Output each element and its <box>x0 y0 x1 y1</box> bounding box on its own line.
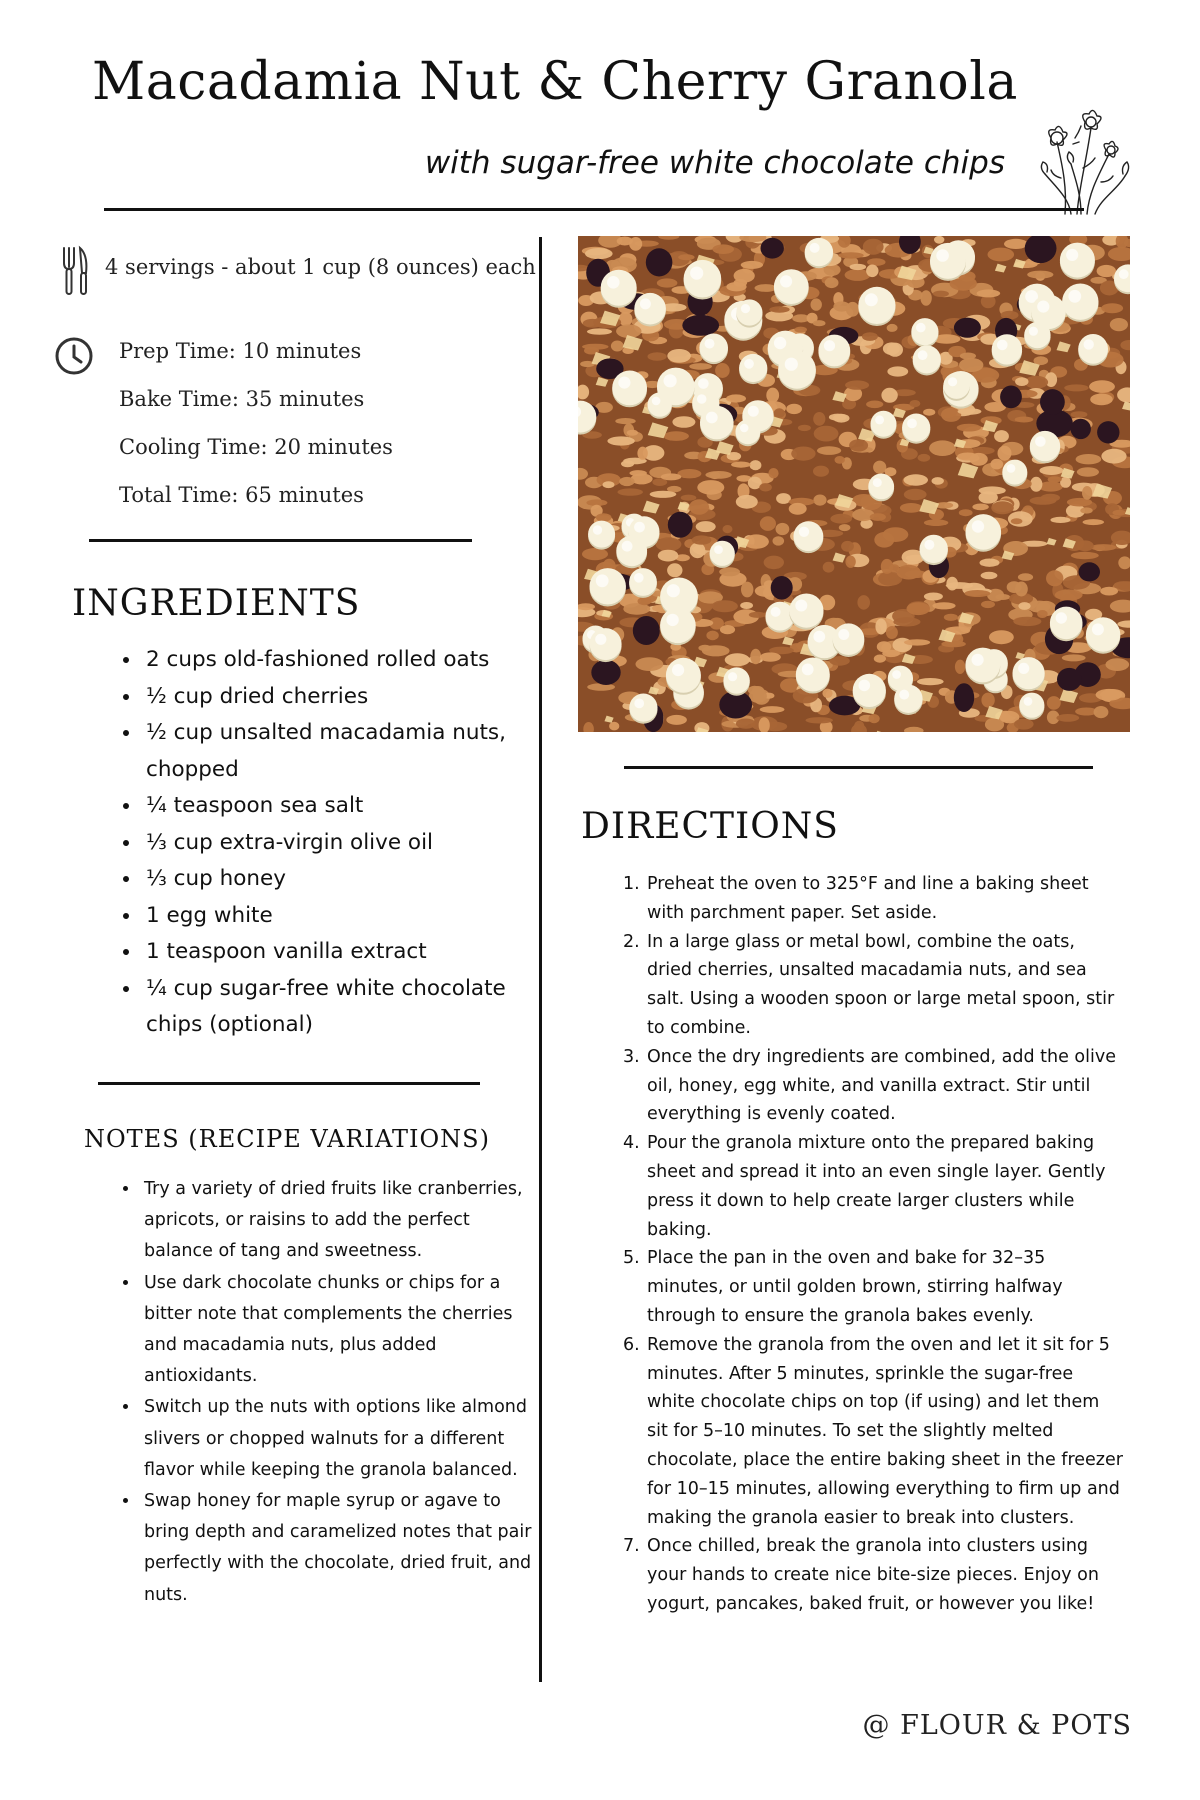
prep-time: Prep Time: 10 minutes <box>119 339 362 363</box>
header-divider <box>104 208 1084 211</box>
direction-step: Place the pan in the oven and bake for 32–35 minutes, or until golden brown, stirring halfway through to ensure the granola bakes evenly. <box>647 1248 1063 1326</box>
recipe-title: Macadamia Nut & Cherry Granola <box>92 52 1018 112</box>
meta-divider <box>89 539 472 542</box>
ingredients-list <box>112 642 537 1044</box>
list-item: • ⅓ cup extra-virgin olive oil <box>142 825 537 862</box>
direction-step: In a large glass or metal bowl, combine the oats, dried cherries, unsalted macadamia nuts, and sea salt. Using a wooden spoon or large metal spoon, stir to combine. <box>647 931 1115 1038</box>
direction-step: Once the dry ingredients are combined, add the olive oil, honey, egg white, and vanilla extract. Stir until everything is evenly coated. <box>647 1046 1116 1125</box>
list-item: • ⅓ cup honey <box>142 861 537 898</box>
list-item: • Try a variety of dried fruits like cranberries, apricots, or raisins to add the perfect balance of tang and sweetness. <box>140 1174 535 1268</box>
column-divider <box>539 237 542 1682</box>
fork-knife-icon <box>60 245 90 297</box>
list-item: • ½ cup dried cherries <box>142 679 537 716</box>
directions-heading: DIRECTIONS <box>581 806 839 847</box>
direction-step: Pour the granola mixture onto the prepared baking sheet and spread it into an even single layer. Gently press it down to help create larger clusters while baking. <box>647 1133 1106 1240</box>
list-item: • Use dark chocolate chunks or chips for a bitter note that complements the cherries and macadamia nuts, plus added antioxidants. <box>140 1268 535 1393</box>
total-time: Total Time: 65 minutes <box>119 483 364 507</box>
bake-time: Bake Time: 35 minutes <box>119 387 365 411</box>
wildflower-sketch-icon <box>1035 98 1135 216</box>
list-item: • ¼ cup sugar-free white chocolate chips (optional) <box>142 971 537 1044</box>
list-item: • ½ cup unsalted macadamia nuts, chopped <box>142 715 537 788</box>
footer-credit: @ FLOUR & POTS <box>862 1710 1132 1741</box>
notes-heading: NOTES (RECIPE VARIATIONS) <box>84 1125 490 1153</box>
photo-divider <box>624 766 1093 769</box>
list-item: • 1 egg white <box>142 898 537 935</box>
direction-step: Preheat the oven to 325°F and line a baking sheet with parchment paper. Set aside. <box>647 874 1089 923</box>
notes-list <box>110 1174 535 1611</box>
list-item: • Swap honey for maple syrup or agave to bring depth and caramelized notes that pair perfectly with the chocolate, dried fruit, and nuts. <box>140 1486 535 1611</box>
recipe-subtitle: with sugar-free white chocolate chips <box>424 145 1005 181</box>
cooling-time: Cooling Time: 20 minutes <box>119 435 393 459</box>
servings-text: 4 servings - about 1 cup (8 ounces) each <box>105 255 536 279</box>
list-item: • ¼ teaspoon sea salt <box>142 788 537 825</box>
directions-list <box>605 870 1123 1619</box>
direction-step: Once chilled, break the granola into clusters using your hands to create nice bite-size pieces. Enjoy on yogurt, pancakes, baked fruit, or however you like! <box>647 1536 1099 1614</box>
list-item: • 1 teaspoon vanilla extract <box>142 934 537 971</box>
direction-step: Remove the granola from the oven and let it sit for 5 minutes. After 5 minutes, sprinkle the sugar-free white chocolate chips on top (if using) and let them sit for 5–10 minutes. To set the slightly melted chocolate, place the entire baking sheet in the freezer for 10–15 minutes, allowing everything to firm up and making the granola easier to break into clusters. <box>647 1334 1123 1528</box>
granola-photo <box>578 236 1130 732</box>
ingredients-heading: INGREDIENTS <box>72 583 361 624</box>
clock-icon <box>54 336 94 376</box>
list-item: • 2 cups old-fashioned rolled oats <box>142 642 537 679</box>
ingredients-divider <box>98 1082 480 1085</box>
list-item: • Switch up the nuts with options like almond slivers or chopped walnuts for a different flavor while keeping the granola balanced. <box>140 1392 535 1486</box>
